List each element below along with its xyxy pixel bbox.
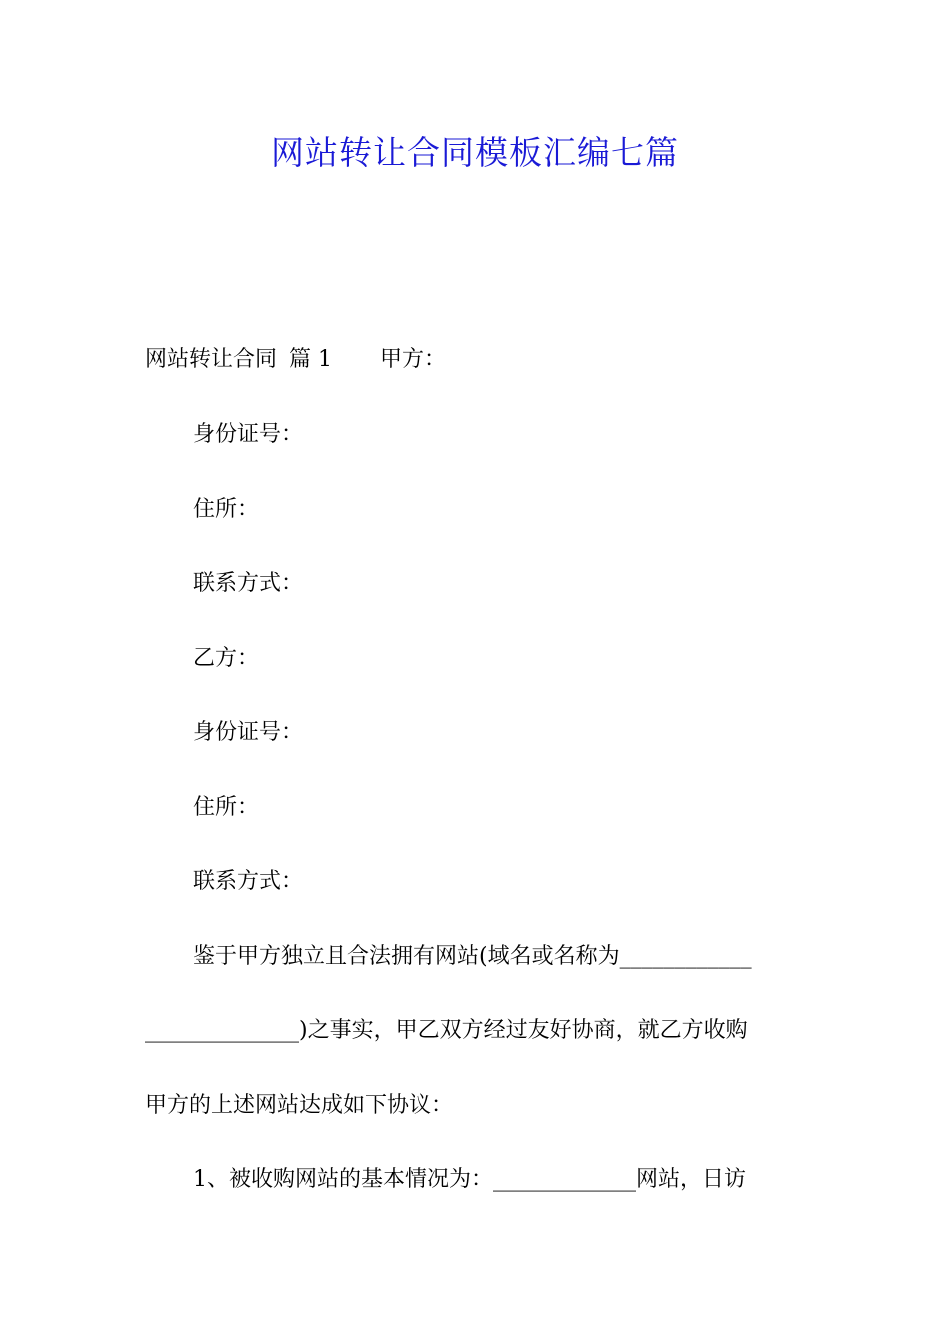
party-a-address: 住所：: [193, 497, 260, 522]
party-a-id-number: 身份证号：: [193, 422, 304, 447]
recital-line-3: 甲方的上述网站达成如下协议：: [145, 1093, 454, 1118]
party-b-contact: 联系方式：: [193, 869, 304, 894]
party-a-label: 甲方：: [380, 347, 447, 372]
clause-1-line-1: 1、被收购网站的基本情况为：_____________网站，日访: [193, 1167, 746, 1192]
recital-line-1: 鉴于甲方独立且合法拥有网站(域名或名称为____________: [193, 944, 752, 969]
section-label: 网站转让合同: [145, 347, 278, 372]
document-title: 网站转让合同模板汇编七篇: [271, 133, 679, 172]
section-heading: [145, 344, 446, 376]
party-b-address: 住所：: [193, 795, 260, 820]
party-a-contact: 联系方式：: [193, 571, 304, 596]
party-b-label: 乙方：: [193, 646, 260, 671]
section-number: 篇 1: [289, 347, 333, 372]
recital-line-2: ______________)之事实，甲乙双方经过友好协商，就乙方收购: [145, 1018, 748, 1043]
party-b-id-number: 身份证号：: [193, 720, 304, 745]
